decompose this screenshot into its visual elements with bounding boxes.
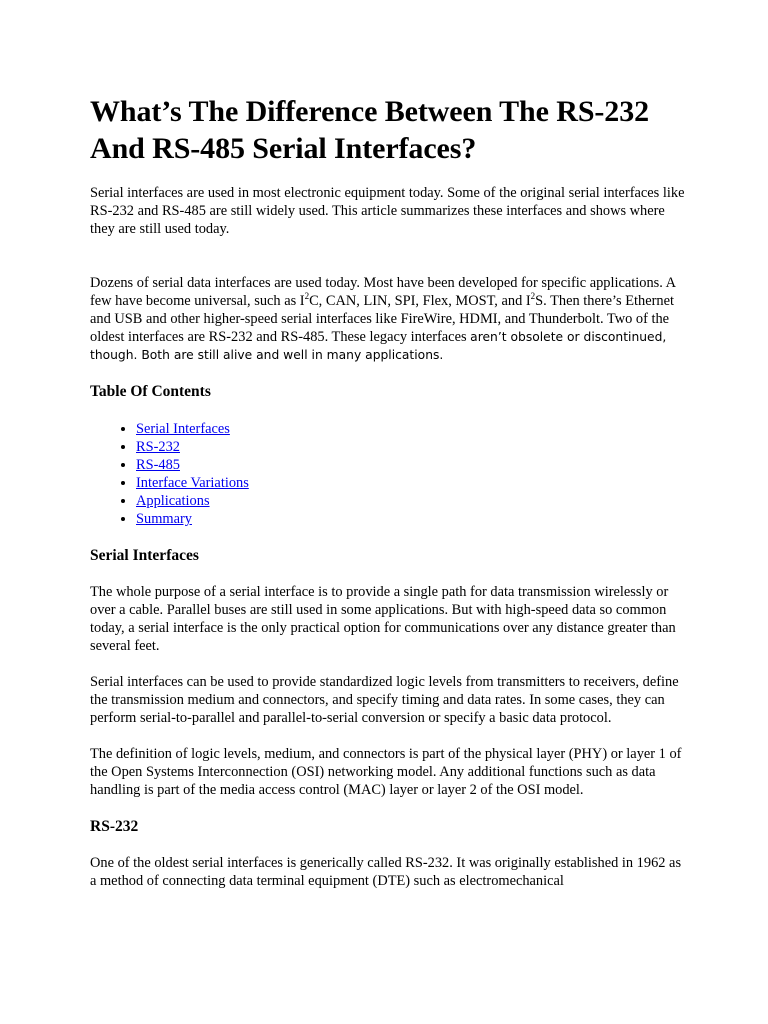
toc-link-serial-interfaces[interactable]: Serial Interfaces bbox=[136, 421, 230, 437]
toc-item bbox=[136, 456, 688, 474]
toc-item bbox=[136, 438, 688, 456]
dozens-text-4: aren’t obsolete or discontinued, though. Both are still alive and well in many applications. bbox=[90, 330, 667, 362]
dozens-text-1: Dozens of serial data interfaces are used today. Most have been developed for specific applications. A few have become universal, such as I bbox=[90, 275, 676, 309]
toc-heading: Table Of Contents bbox=[90, 383, 211, 400]
dozens-text-3: S. Then there’s Ethernet and USB and other higher-speed serial interfaces like FireWire, HDMI, and Thunderbolt. Two of the oldest interfaces are RS-232 and RS-485. These legacy interfaces bbox=[90, 293, 674, 345]
superscript-2: 2 bbox=[530, 291, 536, 301]
dozens-text-2: C, CAN, LIN, SPI, Flex, MOST, and I bbox=[309, 293, 531, 309]
serial-paragraph-1: The whole purpose of a serial interface is to provide a single path for data transmission wirelessly or over a cable. Parallel buses are still used in some applications. But with high-speed data so common today, a serial interface is the only practical option for communications over any distance greater than several feet. bbox=[90, 584, 676, 654]
toc-link-rs-485[interactable]: RS-485 bbox=[136, 457, 180, 473]
toc-link-applications[interactable]: Applications bbox=[136, 493, 210, 509]
serial-paragraph-3: The definition of logic levels, medium, and connectors is part of the physical layer (PHY) or layer 1 of the Open Systems Interconnection (OSI) networking model. Any additional functions such as data handling is part of the media access control (MAC) layer or layer 2 of the OSI model. bbox=[90, 746, 682, 798]
serial-paragraph-2: Serial interfaces can be used to provide standardized logic levels from transmitters to receivers, define the transmission medium and connectors, and specify timing and data rates. In some cases, they can perform serial-to-parallel and parallel-to-serial conversion or specify a basic data protocol. bbox=[90, 674, 679, 726]
toc-link-summary[interactable]: Summary bbox=[136, 511, 192, 527]
rs232-heading: RS-232 bbox=[90, 818, 139, 835]
rs232-paragraph-1: One of the oldest serial interfaces is generically called RS-232. It was originally established in 1962 as a method of connecting data terminal equipment (DTE) such as electromechanical bbox=[90, 855, 682, 889]
dozens-paragraph bbox=[90, 274, 688, 364]
toc-item bbox=[136, 420, 688, 438]
toc-item bbox=[136, 510, 688, 528]
toc-link-rs-232[interactable]: RS-232 bbox=[136, 439, 180, 455]
table-of-contents bbox=[90, 420, 688, 528]
page-title: What’s The Difference Between The RS-232 And RS-485 Serial Interfaces? bbox=[90, 95, 649, 165]
serial-interfaces-heading: Serial Interfaces bbox=[90, 547, 199, 564]
toc-link-interface-variations[interactable]: Interface Variations bbox=[136, 475, 249, 491]
toc-item bbox=[136, 492, 688, 510]
intro-paragraph: Serial interfaces are used in most electronic equipment today. Some of the original serial interfaces like RS-232 and RS-485 are still widely used. This article summarizes these interfaces and shows where they are still used today. bbox=[90, 185, 685, 237]
toc-item bbox=[136, 474, 688, 492]
superscript-2: 2 bbox=[304, 291, 310, 301]
